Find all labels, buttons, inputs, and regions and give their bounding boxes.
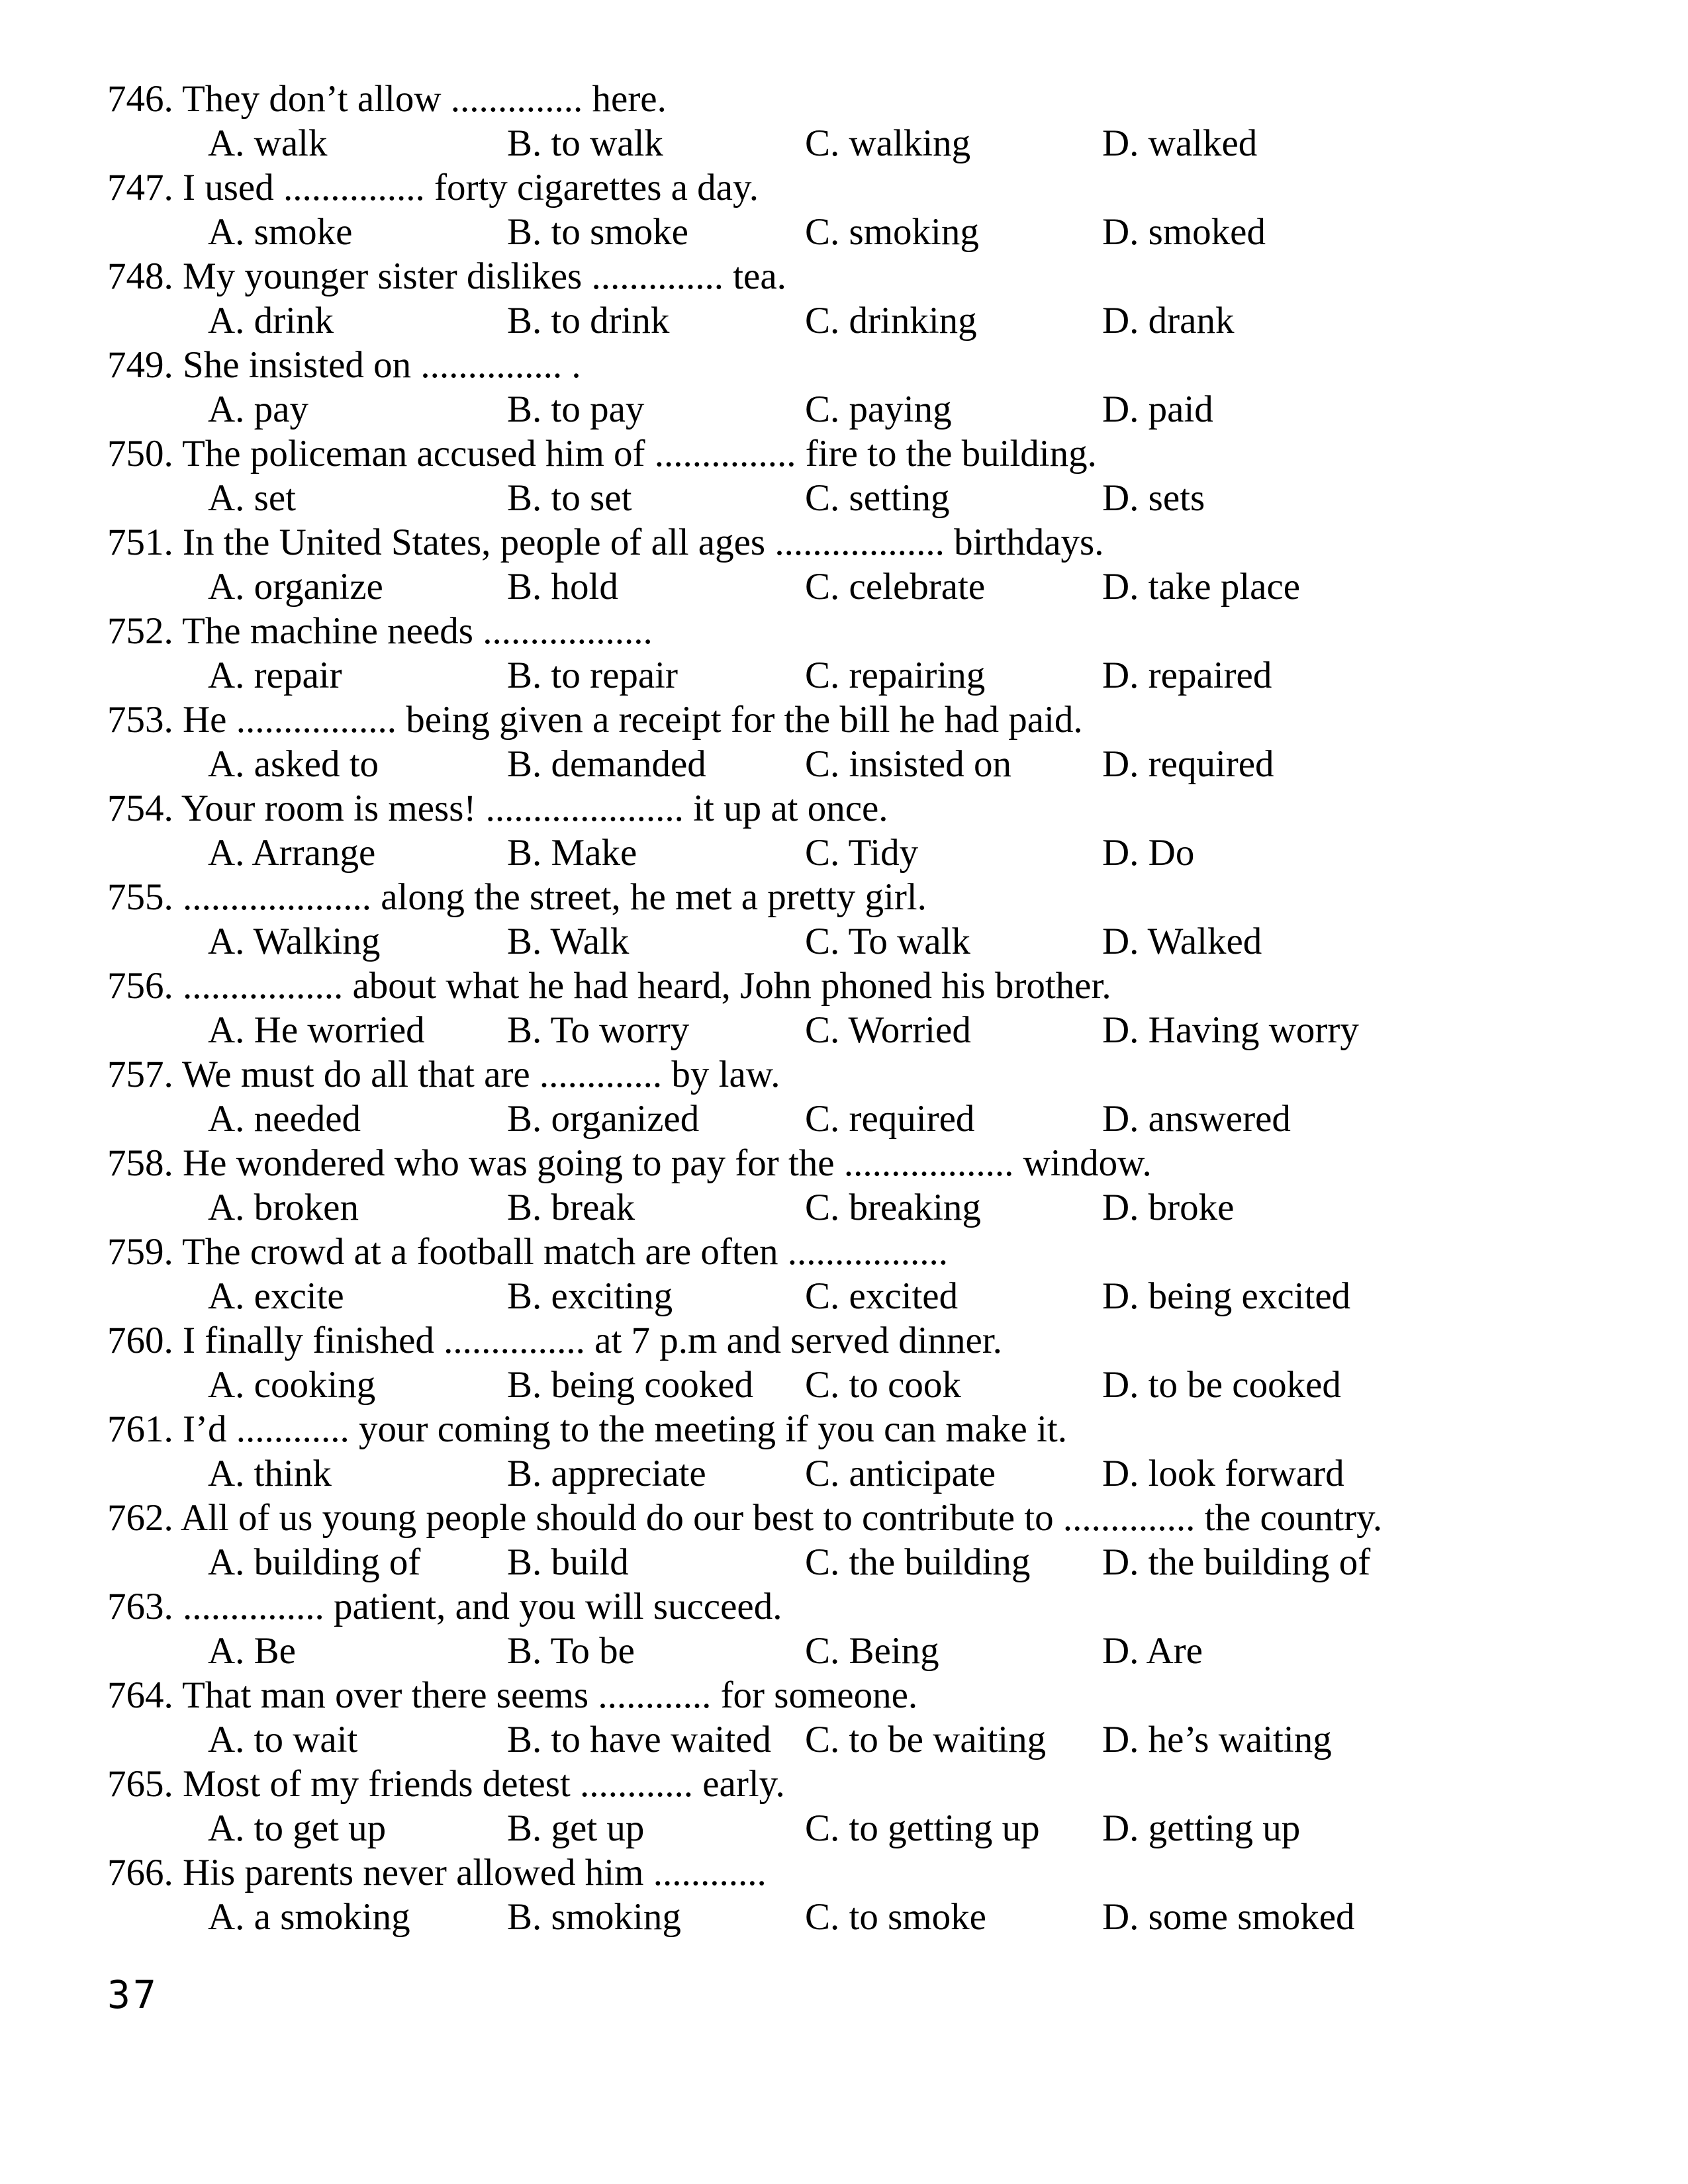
question-stem bbox=[107, 343, 1597, 387]
question-item bbox=[107, 1141, 1597, 1230]
question-stem bbox=[107, 1496, 1597, 1540]
option-b: B. being cooked bbox=[507, 1364, 754, 1406]
option-c: C. Worried bbox=[805, 1009, 971, 1051]
option-a: A. think bbox=[208, 1453, 332, 1494]
question-text: His parents never allowed him ............ bbox=[183, 1852, 767, 1893]
option-b: B. to repair bbox=[507, 655, 679, 696]
question-text: .................... along the street, he met a pretty girl. bbox=[183, 876, 927, 918]
option-c: C. required bbox=[805, 1098, 975, 1140]
option-d: D. some smoked bbox=[1102, 1896, 1355, 1938]
option-b: B. organized bbox=[507, 1098, 700, 1140]
question-item bbox=[107, 1407, 1597, 1496]
question-stem bbox=[107, 1850, 1597, 1895]
option-b: B. appreciate bbox=[507, 1453, 706, 1494]
question-text: Your room is mess! ..................... it up at once. bbox=[181, 788, 888, 829]
option-a: A. organize bbox=[208, 566, 383, 608]
option-b: B. to walk bbox=[507, 122, 663, 164]
question-number: 750. bbox=[107, 433, 173, 475]
answer-options bbox=[107, 1629, 1597, 1673]
option-a: A. pay bbox=[208, 388, 308, 430]
option-d: D. he’s waiting bbox=[1102, 1719, 1332, 1760]
option-c: C. to getting up bbox=[805, 1807, 1040, 1849]
question-text: ............... patient, and you will succeed. bbox=[183, 1586, 782, 1627]
question-item bbox=[107, 77, 1597, 165]
question-list bbox=[107, 77, 1597, 1939]
question-number: 746. bbox=[107, 78, 173, 120]
question-text: I used ............... forty cigarettes a day. bbox=[183, 167, 759, 208]
question-item bbox=[107, 1762, 1597, 1850]
question-item bbox=[107, 1052, 1597, 1141]
question-text: The machine needs .................. bbox=[181, 610, 653, 652]
question-item bbox=[107, 786, 1597, 875]
question-number: 752. bbox=[107, 610, 173, 652]
question-text: In the United States, people of all ages .................. birthdays. bbox=[183, 522, 1104, 563]
answer-options bbox=[107, 831, 1597, 875]
option-a: A. He worried bbox=[208, 1009, 425, 1051]
question-text: He wondered who was going to pay for the .................. window. bbox=[183, 1142, 1152, 1184]
question-stem bbox=[107, 698, 1597, 742]
option-d: D. look forward bbox=[1102, 1453, 1344, 1494]
question-number: 758. bbox=[107, 1142, 173, 1184]
option-d: D. answered bbox=[1102, 1098, 1291, 1140]
option-c: C. to smoke bbox=[805, 1896, 986, 1938]
answer-options bbox=[107, 653, 1597, 698]
option-d: D. paid bbox=[1102, 388, 1213, 430]
question-item bbox=[107, 964, 1597, 1052]
option-d: D. the building of bbox=[1102, 1541, 1371, 1583]
question-number: 757. bbox=[107, 1054, 173, 1095]
question-text: We must do all that are ............. by law. bbox=[181, 1054, 780, 1095]
question-number: 755. bbox=[107, 876, 173, 918]
question-stem bbox=[107, 1584, 1597, 1629]
question-item bbox=[107, 1230, 1597, 1318]
option-b: B. smoking bbox=[507, 1896, 681, 1938]
option-b: B. build bbox=[507, 1541, 629, 1583]
question-number: 753. bbox=[107, 699, 173, 741]
option-b: B. break bbox=[507, 1187, 635, 1228]
option-c: C. setting bbox=[805, 477, 950, 519]
question-item bbox=[107, 1850, 1597, 1939]
option-c: C. repairing bbox=[805, 655, 986, 696]
answer-options bbox=[107, 919, 1597, 964]
question-item bbox=[107, 520, 1597, 609]
question-number: 759. bbox=[107, 1231, 173, 1273]
option-c: C. paying bbox=[805, 388, 952, 430]
answer-options bbox=[107, 1540, 1597, 1584]
question-item bbox=[107, 1318, 1597, 1407]
option-a: A. Be bbox=[208, 1630, 296, 1672]
question-text: The policeman accused him of ............... fire to the building. bbox=[181, 433, 1097, 475]
option-b: B. to pay bbox=[507, 388, 645, 430]
question-number: 748. bbox=[107, 255, 173, 297]
option-b: B. get up bbox=[507, 1807, 645, 1849]
question-stem bbox=[107, 875, 1597, 919]
option-d: D. to be cooked bbox=[1102, 1364, 1341, 1406]
option-d: D. Do bbox=[1102, 832, 1195, 874]
question-number: 754. bbox=[107, 788, 173, 829]
option-d: D. repaired bbox=[1102, 655, 1272, 696]
question-stem bbox=[107, 165, 1597, 210]
option-a: A. smoke bbox=[208, 211, 353, 253]
question-text: My younger sister dislikes .............. tea. bbox=[183, 255, 786, 297]
option-c: C. Tidy bbox=[805, 832, 919, 874]
answer-options bbox=[107, 210, 1597, 254]
option-b: B. to set bbox=[507, 477, 632, 519]
question-number: 756. bbox=[107, 965, 173, 1007]
answer-options bbox=[107, 1097, 1597, 1141]
option-c: C. the building bbox=[805, 1541, 1031, 1583]
option-c: C. drinking bbox=[805, 300, 977, 341]
option-c: C. To walk bbox=[805, 921, 970, 962]
option-a: A. Arrange bbox=[208, 832, 376, 874]
option-a: A. needed bbox=[208, 1098, 361, 1140]
question-stem bbox=[107, 432, 1597, 476]
answer-options bbox=[107, 1008, 1597, 1052]
question-number: 764. bbox=[107, 1674, 173, 1716]
option-a: A. broken bbox=[208, 1187, 359, 1228]
question-stem bbox=[107, 964, 1597, 1008]
option-a: A. set bbox=[208, 477, 296, 519]
option-b: B. to have waited bbox=[507, 1719, 771, 1760]
option-b: B. to drink bbox=[507, 300, 670, 341]
option-d: D. Having worry bbox=[1102, 1009, 1359, 1051]
question-text: They don’t allow .............. here. bbox=[181, 78, 667, 120]
option-d: D. Are bbox=[1102, 1630, 1203, 1672]
option-b: B. hold bbox=[507, 566, 618, 608]
question-item bbox=[107, 1584, 1597, 1673]
option-a: A. building of bbox=[208, 1541, 421, 1583]
question-text: The crowd at a football match are often ................. bbox=[181, 1231, 948, 1273]
answer-options bbox=[107, 742, 1597, 786]
question-stem bbox=[107, 609, 1597, 653]
question-number: 766. bbox=[107, 1852, 173, 1893]
question-stem bbox=[107, 1673, 1597, 1717]
question-item bbox=[107, 1496, 1597, 1584]
option-b: B. exciting bbox=[507, 1275, 673, 1317]
question-number: 760. bbox=[107, 1320, 173, 1361]
question-stem bbox=[107, 520, 1597, 565]
answer-options bbox=[107, 1451, 1597, 1496]
question-stem bbox=[107, 786, 1597, 831]
question-item bbox=[107, 254, 1597, 343]
answer-options bbox=[107, 387, 1597, 432]
question-number: 763. bbox=[107, 1586, 173, 1627]
question-number: 762. bbox=[107, 1497, 173, 1539]
option-b: B. Make bbox=[507, 832, 637, 874]
option-c: C. walking bbox=[805, 122, 971, 164]
option-b: B. Walk bbox=[507, 921, 630, 962]
option-b: B. to smoke bbox=[507, 211, 688, 253]
answer-options bbox=[107, 1806, 1597, 1850]
question-item bbox=[107, 165, 1597, 254]
option-a: A. cooking bbox=[208, 1364, 376, 1406]
option-d: D. walked bbox=[1102, 122, 1258, 164]
question-text: I’d ............ your coming to the meeting if you can make it. bbox=[183, 1408, 1068, 1450]
option-d: D. drank bbox=[1102, 300, 1235, 341]
question-text: That man over there seems ............ for someone. bbox=[181, 1674, 918, 1716]
answer-options bbox=[107, 1717, 1597, 1762]
answer-options bbox=[107, 476, 1597, 520]
option-d: D. sets bbox=[1102, 477, 1205, 519]
option-d: D. smoked bbox=[1102, 211, 1266, 253]
option-a: A. a smoking bbox=[208, 1896, 410, 1938]
question-item bbox=[107, 1673, 1597, 1762]
question-text: I finally finished ............... at 7 p.m and served dinner. bbox=[183, 1320, 1002, 1361]
question-text: He ................. being given a receipt for the bill he had paid. bbox=[183, 699, 1083, 741]
option-a: A. drink bbox=[208, 300, 334, 341]
question-stem bbox=[107, 1230, 1597, 1274]
question-number: 765. bbox=[107, 1763, 173, 1805]
question-item bbox=[107, 432, 1597, 520]
option-a: A. asked to bbox=[208, 743, 379, 785]
question-stem bbox=[107, 1052, 1597, 1097]
option-d: D. Walked bbox=[1102, 921, 1262, 962]
question-text: Most of my friends detest ............ early. bbox=[183, 1763, 785, 1805]
answer-options bbox=[107, 565, 1597, 609]
question-stem bbox=[107, 77, 1597, 121]
option-c: C. excited bbox=[805, 1275, 959, 1317]
option-d: D. getting up bbox=[1102, 1807, 1301, 1849]
option-c: C. to cook bbox=[805, 1364, 961, 1406]
answer-options bbox=[107, 298, 1597, 343]
option-c: C. to be waiting bbox=[805, 1719, 1047, 1760]
question-text: ................. about what he had heard, John phoned his brother. bbox=[183, 965, 1111, 1007]
option-c: C. insisted on bbox=[805, 743, 1011, 785]
answer-options bbox=[107, 1895, 1597, 1939]
question-number: 761. bbox=[107, 1408, 173, 1450]
option-b: B. To be bbox=[507, 1630, 635, 1672]
question-text: All of us young people should do our best to contribute to .............. the country. bbox=[180, 1497, 1383, 1539]
option-a: A. repair bbox=[208, 655, 342, 696]
option-a: A. walk bbox=[208, 122, 328, 164]
question-item bbox=[107, 609, 1597, 698]
question-stem bbox=[107, 1318, 1597, 1363]
option-b: B. To worry bbox=[507, 1009, 690, 1051]
question-stem bbox=[107, 1762, 1597, 1806]
question-stem bbox=[107, 1407, 1597, 1451]
option-c: C. anticipate bbox=[805, 1453, 996, 1494]
answer-options bbox=[107, 1363, 1597, 1407]
answer-options bbox=[107, 1185, 1597, 1230]
option-c: C. smoking bbox=[805, 211, 979, 253]
question-item bbox=[107, 343, 1597, 432]
question-number: 749. bbox=[107, 344, 173, 386]
option-d: D. broke bbox=[1102, 1187, 1235, 1228]
answer-options bbox=[107, 121, 1597, 165]
option-a: A. to get up bbox=[208, 1807, 387, 1849]
question-stem bbox=[107, 1141, 1597, 1185]
option-c: C. Being bbox=[805, 1630, 939, 1672]
option-a: A. Walking bbox=[208, 921, 381, 962]
question-item bbox=[107, 875, 1597, 964]
option-a: A. excite bbox=[208, 1275, 344, 1317]
option-d: D. take place bbox=[1102, 566, 1301, 608]
option-c: C. celebrate bbox=[805, 566, 986, 608]
question-number: 747. bbox=[107, 167, 173, 208]
option-d: D. required bbox=[1102, 743, 1274, 785]
question-text: She insisted on ............... . bbox=[183, 344, 581, 386]
option-a: A. to wait bbox=[208, 1719, 358, 1760]
answer-options bbox=[107, 1274, 1597, 1318]
option-c: C. breaking bbox=[805, 1187, 981, 1228]
question-number: 751. bbox=[107, 522, 173, 563]
page-number: 37 bbox=[107, 1972, 159, 2017]
option-b: B. demanded bbox=[507, 743, 706, 785]
option-d: D. being excited bbox=[1102, 1275, 1351, 1317]
question-stem bbox=[107, 254, 1597, 298]
question-item bbox=[107, 698, 1597, 786]
